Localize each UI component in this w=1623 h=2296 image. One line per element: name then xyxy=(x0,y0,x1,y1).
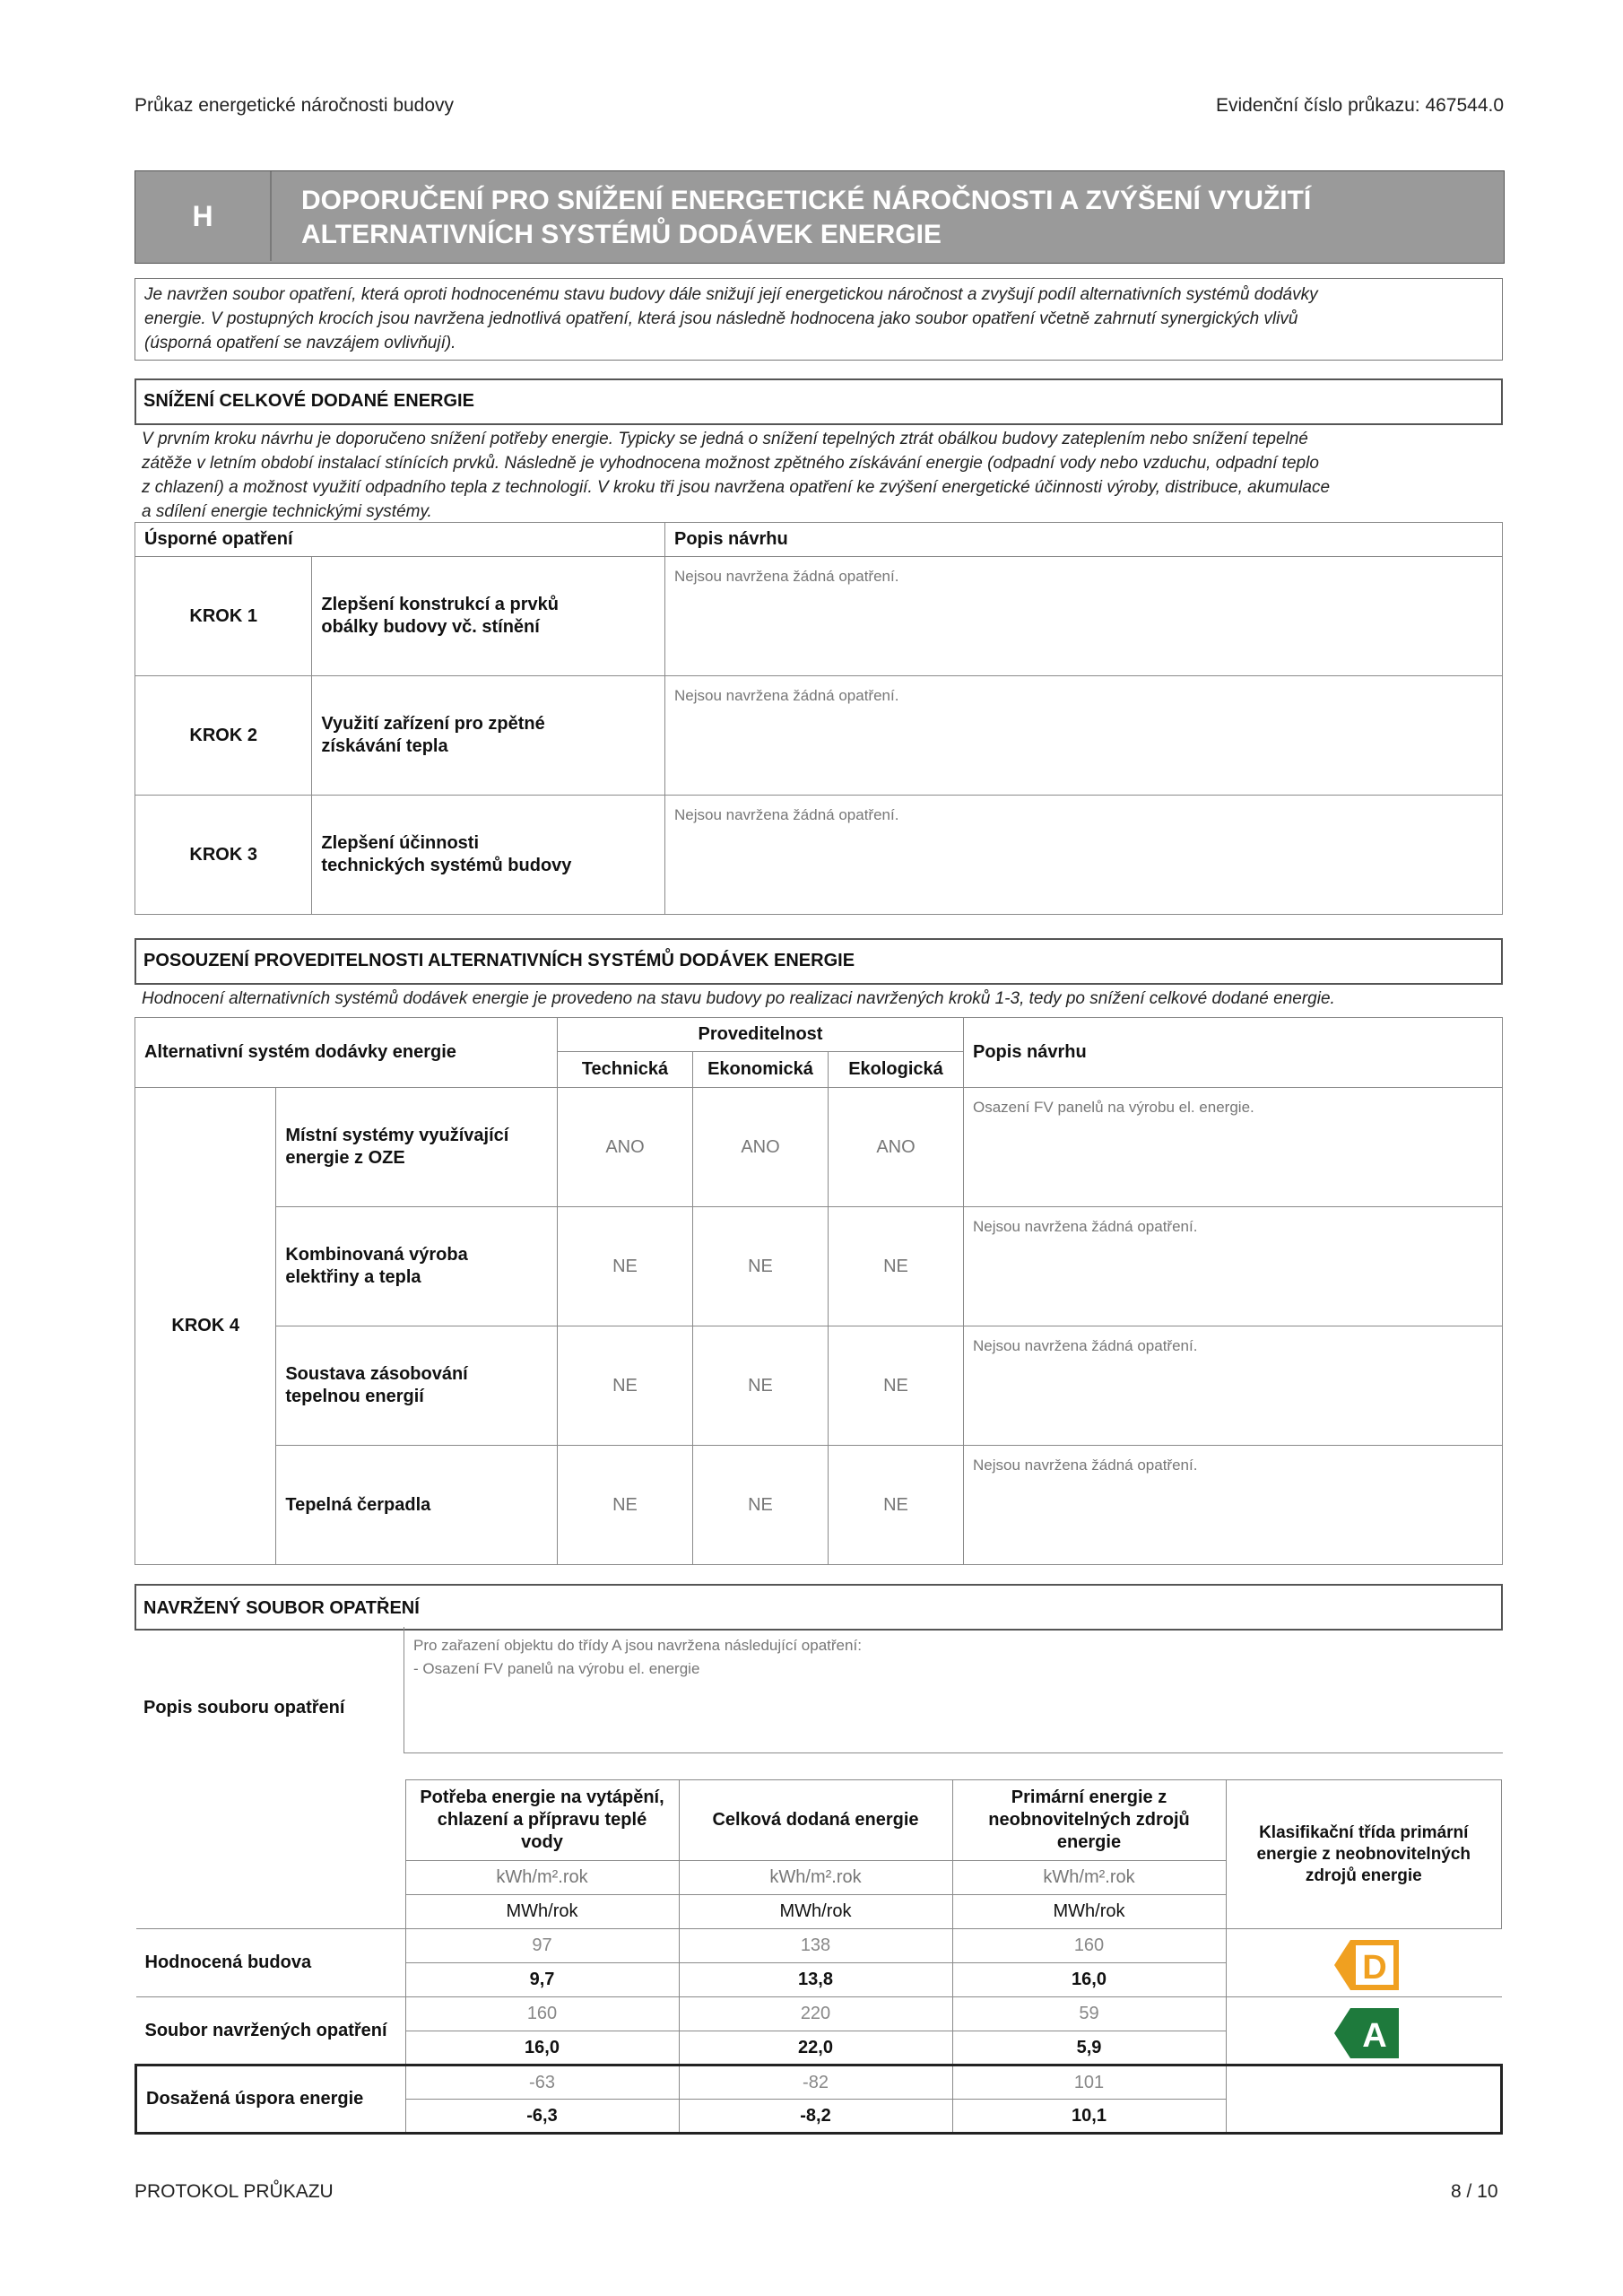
reduction-text xyxy=(142,427,1487,524)
step-name-line2: získávání tepla xyxy=(321,736,448,756)
certificate-number: Evidenční číslo průkazu: 467544.0 xyxy=(1216,95,1505,116)
step-row xyxy=(135,557,1503,676)
section-letter: H xyxy=(192,199,213,232)
values-row xyxy=(136,2066,1502,2100)
feasibility-heading: POSOUZENÍ PROVEDITELNOSTI ALTERNATIVNÍCH SYSTÉMŮ DODÁVEK ENERGIE xyxy=(143,951,855,970)
col-primary-energy-line1: Primární energie z xyxy=(1011,1787,1167,1807)
proposed-desc-line2: - Osazení FV panelů na výrobu el. energie xyxy=(413,1660,700,1677)
value-total: 13,8 xyxy=(679,1963,952,1997)
feasibility-heading-box xyxy=(135,938,1503,985)
energy-class-badge xyxy=(1334,1940,1399,1990)
intro-line1: Je navržen soubor opatření, která oproti hodnocenému stavu budovy dále snižují její energetickou náročnost a zvyšují podíl alternativních systémů dodávky xyxy=(144,285,1318,304)
proposed-desc-label: Popis souboru opatření xyxy=(135,1627,404,1752)
value-area: 138 xyxy=(679,1929,952,1963)
step-label: KROK 1 xyxy=(135,557,312,676)
value-total: -8,2 xyxy=(679,2100,952,2134)
economic-value: ANO xyxy=(693,1088,829,1207)
step-name xyxy=(312,557,665,676)
reduction-text-line3: z chlazení) a možnost využití odpadního tepla z technologií. V kroku tři jsou navržena opatření ke zvýšení energetické účinnosti výroby, distribuce, akumulace xyxy=(142,478,1331,497)
value-area: -82 xyxy=(679,2066,952,2100)
step-label: KROK 2 xyxy=(135,676,312,796)
energy-class-badge xyxy=(1334,2008,1399,2058)
intro-line3: (úsporná opatření se navzájem ovlivňují). xyxy=(144,334,456,352)
system-name xyxy=(276,1088,558,1207)
feasibility-row xyxy=(135,1207,1503,1326)
step-name xyxy=(312,676,665,796)
values-row xyxy=(136,1997,1502,2031)
system-name-line2: energie z OZE xyxy=(285,1148,405,1168)
system-desc: Nejsou navržena žádná opatření. xyxy=(964,1207,1503,1326)
section-h-bar xyxy=(135,170,1505,264)
system-name xyxy=(276,1207,558,1326)
col-desc: Popis návrhu xyxy=(665,523,1503,557)
system-desc: Nejsou navržena žádná opatření. xyxy=(964,1446,1503,1565)
reduction-text-line4: a sdílení energie technickými systémy. xyxy=(142,502,432,521)
col-feasibility: Proveditelnost xyxy=(558,1018,964,1052)
footer-label: PROTOKOL PRŮKAZU xyxy=(135,2181,334,2202)
section-title xyxy=(301,184,1485,252)
system-desc: Nejsou navržena žádná opatření. xyxy=(964,1326,1503,1446)
step-label: KROK 3 xyxy=(135,796,312,915)
step4-label: KROK 4 xyxy=(135,1088,276,1565)
system-name xyxy=(276,1446,558,1565)
reduction-heading: SNÍŽENÍ CELKOVÉ DODANÉ ENERGIE xyxy=(143,391,474,411)
class-letter: A xyxy=(1361,2017,1387,2055)
empty-corner xyxy=(136,1780,406,1861)
feasibility-table xyxy=(135,1017,1503,1565)
reduction-heading-box xyxy=(135,378,1503,425)
col-energy-need-line3: vody xyxy=(521,1832,563,1852)
value-area: 97 xyxy=(405,1929,679,1963)
feasibility-row xyxy=(135,1326,1503,1446)
proposed-heading: NAVRŽENÝ SOUBOR OPATŘENÍ xyxy=(143,1598,420,1618)
unit-total: MWh/rok xyxy=(679,1895,952,1929)
col-ecological: Ekologická xyxy=(829,1052,964,1088)
reduction-table xyxy=(135,522,1503,915)
feasibility-row xyxy=(135,1088,1503,1207)
value-area: 160 xyxy=(952,1929,1226,1963)
reduction-text-line1: V prvním kroku návrhu je doporučeno snížení potřeby energie. Typicky se jedná o snížení tepelných ztrát obálkou budovy zateplením nebo snížení tepelné xyxy=(142,430,1308,448)
step-desc: Nejsou navržena žádná opatření. xyxy=(665,557,1503,676)
economic-value: NE xyxy=(693,1326,829,1446)
system-name-line1: Kombinovaná výroba xyxy=(285,1245,468,1265)
step-name-line1: Zlepšení účinnosti xyxy=(321,833,479,853)
value-total: 9,7 xyxy=(405,1963,679,1997)
technical-value: NE xyxy=(558,1446,693,1565)
step-name-line2: obálky budovy vč. stínění xyxy=(321,617,540,637)
unit-total: MWh/rok xyxy=(405,1895,679,1929)
unit-area: kWh/m².rok xyxy=(405,1861,679,1895)
unit-total: MWh/rok xyxy=(952,1895,1226,1929)
step-desc: Nejsou navržena žádná opatření. xyxy=(665,676,1503,796)
step-name xyxy=(312,796,665,915)
proposed-desc-table xyxy=(135,1627,1503,1753)
col-economic: Ekonomická xyxy=(693,1052,829,1088)
class-cell-empty xyxy=(1226,2066,1502,2134)
section-title-line1: DOPORUČENÍ PRO SNÍŽENÍ ENERGETICKÉ NÁROČNOSTI A ZVÝŠENÍ VYUŽITÍ xyxy=(301,186,1312,215)
col-technical: Technická xyxy=(558,1052,693,1088)
value-area: 160 xyxy=(405,1997,679,2031)
col-class-line2: energie z neobnovitelných xyxy=(1256,1844,1471,1864)
value-area: 101 xyxy=(952,2066,1226,2100)
value-area: -63 xyxy=(405,2066,679,2100)
step-name-line1: Využití zařízení pro zpětné xyxy=(321,714,545,734)
system-name-line2: elektřiny a tepla xyxy=(285,1267,421,1287)
ecological-value: ANO xyxy=(829,1088,964,1207)
step-desc: Nejsou navržena žádná opatření. xyxy=(665,796,1503,915)
system-name-line2: tepelnou energií xyxy=(285,1387,424,1406)
empty-cell xyxy=(136,1861,406,1895)
proposed-values-table xyxy=(135,1779,1503,2135)
ecological-value: NE xyxy=(829,1446,964,1565)
system-name-line1: Místní systémy využívající xyxy=(285,1126,509,1145)
step-row xyxy=(135,676,1503,796)
class-letter: D xyxy=(1361,1949,1387,1987)
value-area: 220 xyxy=(679,1997,952,2031)
col-measure: Úsporné opatření xyxy=(135,523,665,557)
col-system: Alternativní systém dodávky energie xyxy=(135,1018,558,1088)
system-name-line1: Soustava zásobování xyxy=(285,1364,468,1384)
col-class-line1: Klasifikační třída primární xyxy=(1259,1822,1469,1842)
economic-value: NE xyxy=(693,1446,829,1565)
class-cell xyxy=(1226,1929,1502,1997)
col-energy-need xyxy=(405,1780,679,1861)
ecological-value: NE xyxy=(829,1326,964,1446)
proposed-desc-text xyxy=(404,1627,1504,1752)
system-name-line1: Tepelná čerpadla xyxy=(285,1494,431,1515)
page-number: 8 / 10 xyxy=(1451,2181,1498,2202)
ecological-value: NE xyxy=(829,1207,964,1326)
economic-value: NE xyxy=(693,1207,829,1326)
value-total: 5,9 xyxy=(952,2031,1226,2066)
values-row xyxy=(136,1929,1502,1963)
step-name-line2: technických systémů budovy xyxy=(321,856,572,875)
intro-line2: energie. V postupných krocích jsou navržena jednotlivá opatření, která jsou následně hodnocena jako soubor opatření včetně zahrnutí synergických vlivů xyxy=(144,309,1298,328)
value-total: 22,0 xyxy=(679,2031,952,2066)
reduction-text-line2: zátěže v letním období instalací stínících prvků. Následně je vyhodnocena možnost zpětného získávání energie (odpadní vody nebo vzduchu, odpadní teplo xyxy=(142,454,1319,473)
value-total: 16,0 xyxy=(405,2031,679,2066)
empty-cell xyxy=(136,1895,406,1929)
value-total: -6,3 xyxy=(405,2100,679,2134)
document-title: Průkaz energetické náročnosti budovy xyxy=(135,95,455,116)
col-class xyxy=(1226,1780,1502,1929)
row-label: Soubor navržených opatření xyxy=(136,1997,406,2066)
col-energy-need-line1: Potřeba energie na vytápění, xyxy=(420,1787,664,1807)
step-name-line1: Zlepšení konstrukcí a prvků xyxy=(321,595,559,614)
value-total: 10,1 xyxy=(952,2100,1226,2134)
col-total-delivered: Celková dodaná energie xyxy=(679,1780,952,1861)
col-primary-energy xyxy=(952,1780,1226,1861)
value-area: 59 xyxy=(952,1997,1226,2031)
step-row xyxy=(135,796,1503,915)
system-name xyxy=(276,1326,558,1446)
unit-area: kWh/m².rok xyxy=(679,1861,952,1895)
col-energy-need-line2: chlazení a přípravu teplé xyxy=(437,1810,647,1830)
intro-box xyxy=(135,278,1503,361)
technical-value: NE xyxy=(558,1326,693,1446)
class-cell xyxy=(1226,1997,1502,2066)
col-desc: Popis návrhu xyxy=(964,1018,1503,1088)
technical-value: ANO xyxy=(558,1088,693,1207)
value-total: 16,0 xyxy=(952,1963,1226,1997)
col-primary-energy-line3: energie xyxy=(1056,1832,1122,1852)
feasibility-subtext: Hodnocení alternativních systémů dodávek energie je provedeno na stavu budovy po realizaci navržených kroků 1-3, tedy po snížení celkové dodané energie. xyxy=(142,989,1335,1008)
technical-value: NE xyxy=(558,1207,693,1326)
col-class-line3: zdrojů energie xyxy=(1305,1866,1422,1885)
proposed-desc-line1: Pro zařazení objektu do třídy A jsou navržena následující opatření: xyxy=(413,1637,862,1654)
unit-area: kWh/m².rok xyxy=(952,1861,1226,1895)
system-desc: Osazení FV panelů na výrobu el. energie. xyxy=(964,1088,1503,1207)
row-label: Hodnocená budova xyxy=(136,1929,406,1997)
section-bar-divider xyxy=(270,171,272,261)
col-primary-energy-line2: neobnovitelných zdrojů xyxy=(988,1810,1190,1830)
row-label: Dosažená úspora energie xyxy=(136,2066,406,2134)
proposed-heading-box xyxy=(135,1584,1503,1631)
feasibility-row xyxy=(135,1446,1503,1565)
section-title-line2: ALTERNATIVNÍCH SYSTÉMŮ DODÁVEK ENERGIE xyxy=(301,220,942,249)
